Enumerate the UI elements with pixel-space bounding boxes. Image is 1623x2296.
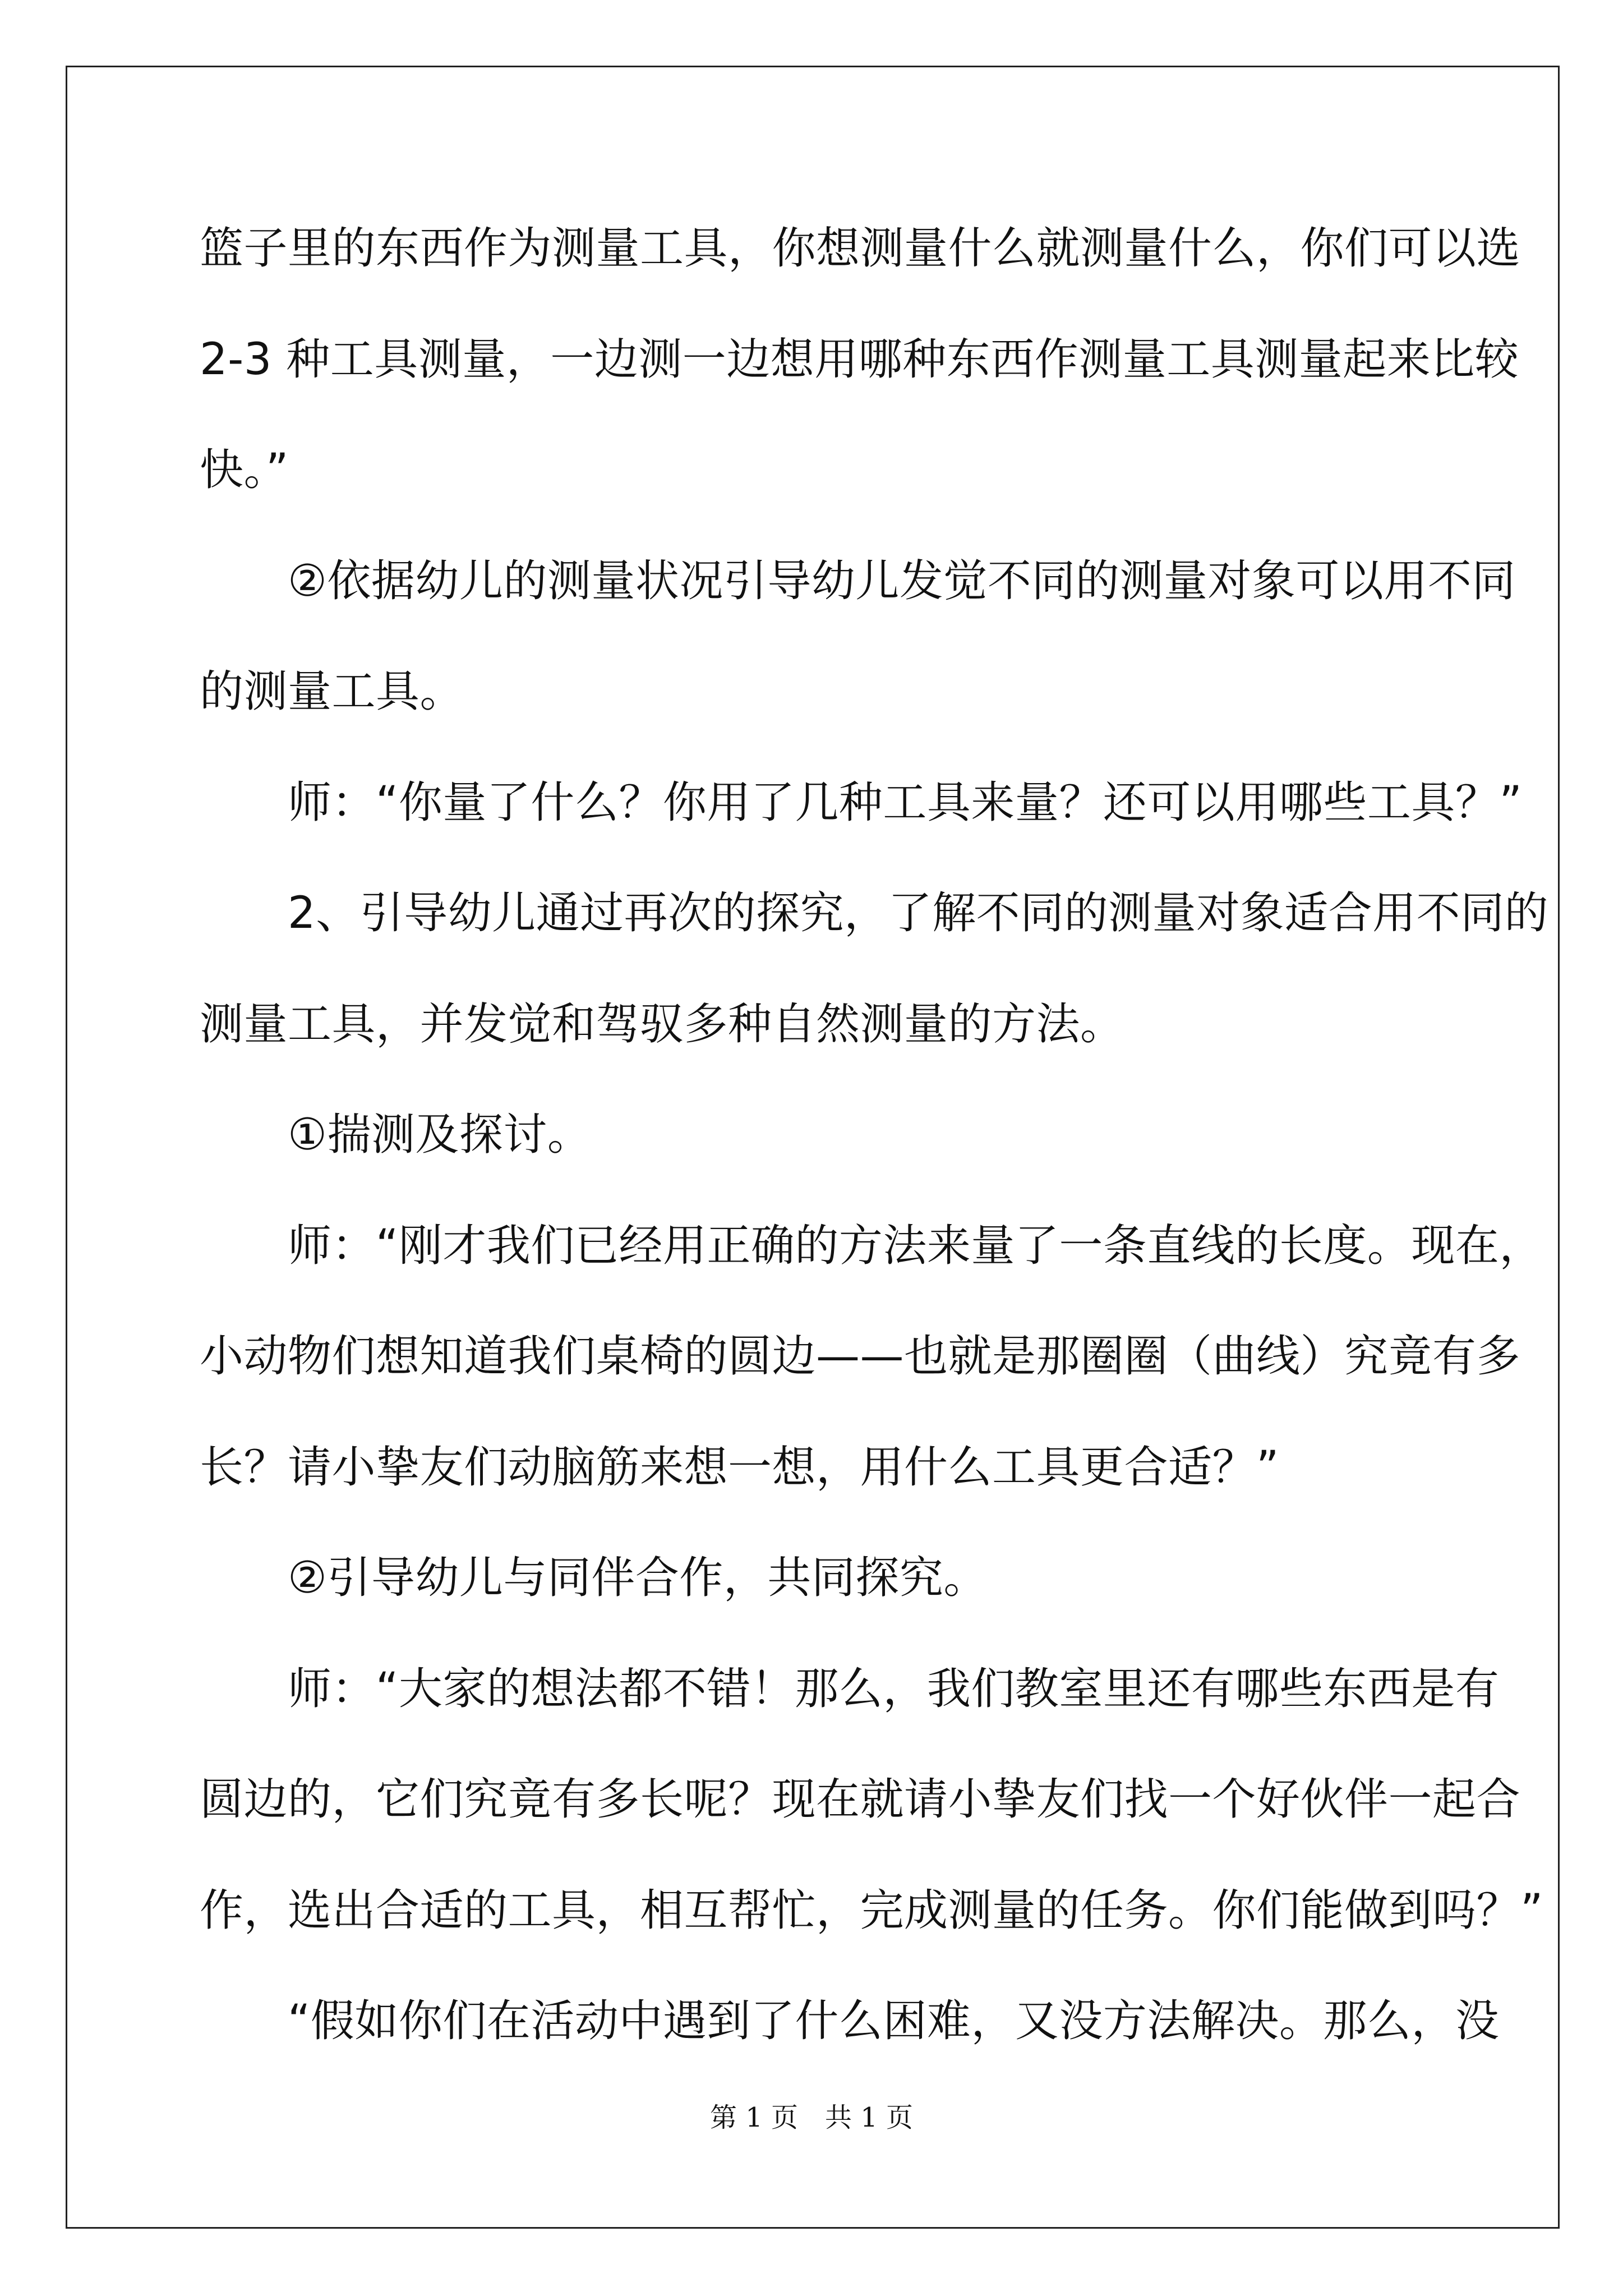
text-line: 2-3 种工具测量，一边测一边想用哪种东西作测量工具测量起来比较 [200, 334, 1519, 385]
text-line: 长？请小挚友们动脑筋来想一想，用什么工具更合适？” [200, 1442, 1279, 1493]
text-line: ②引导幼儿与同伴合作，共同探究。 [200, 1553, 988, 1603]
text-line: 师：“刚才我们已经用正确的方法来量了一条直线的长度。现在， [200, 1221, 1543, 1271]
text-line: 快。” [200, 445, 289, 495]
text-line: 测量工具，并发觉和驾驭多种自然测量的方法。 [200, 999, 1124, 1050]
text-line: 圆边的，它们究竟有多长呢？现在就请小挚友们找一个好伙伴一起合 [200, 1774, 1521, 1825]
text-line: 篮子里的东西作为测量工具，你想测量什么就测量什么，你们可以选 [200, 223, 1521, 274]
text-line: 师：“大家的想法都不错！那么，我们教室里还有哪些东西是有 [200, 1664, 1500, 1714]
page-number-footer: 第 1 页 共 1 页 [709, 2102, 914, 2133]
text-line: 小动物们想知道我们桌椅的圆边——也就是那圈圈（曲线）究竟有多 [200, 1331, 1521, 1382]
text-line: “假如你们在活动中遇到了什么困难，又没方法解决。那么，没 [200, 1996, 1500, 2046]
text-line: ①揣测及探讨。 [200, 1110, 592, 1160]
text-line: 2、引导幼儿通过再次的探究，了解不同的测量对象适合用不同的 [200, 888, 1549, 938]
text-line: 师：“你量了什么？你用了几种工具来量？还可以用哪些工具？” [200, 777, 1523, 828]
text-line: ②依据幼儿的测量状况引导幼儿发觉不同的测量对象可以用不同 [200, 556, 1516, 606]
text-line: 的测量工具。 [200, 666, 464, 717]
text-line: 作，选出合适的工具，相互帮忙，完成测量的任务。你们能做到吗？” [200, 1885, 1543, 1936]
